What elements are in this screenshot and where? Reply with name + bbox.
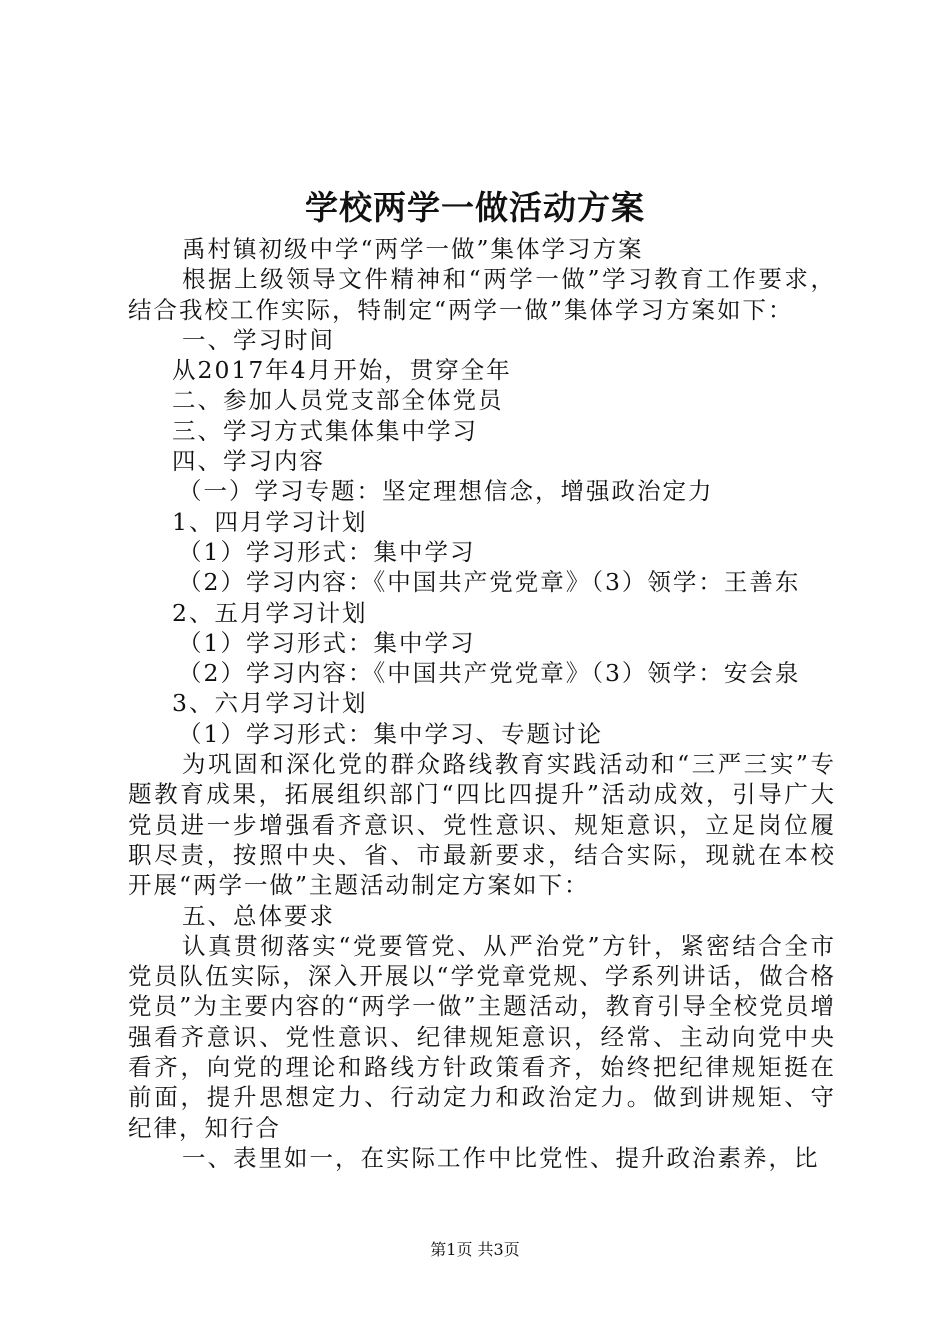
paragraph: 禹村镇初级中学“两学一做”集体学习方案 bbox=[182, 235, 644, 263]
paragraph: 1、四月学习计划 bbox=[172, 507, 368, 536]
document-title: 学校两学一做活动方案 bbox=[305, 188, 645, 227]
paragraph: 根据上级领导文件精神和“两学一做”学习教育工作要求，结合我校工作实际，特制定“两学一做”集体学习方案如下： bbox=[128, 265, 836, 324]
document-body bbox=[128, 234, 836, 1173]
paragraph: 认真贯彻落实“党要管党、从严治党”方针，紧密结合全市党员队伍实际，深入开展以“学党章党规、学系列讲话，做合格党员”为主要内容的“两学一做”主题活动，教育引导全校党员增强看齐意识、党性意识、纪律规矩意识，经常、主动向党中央看齐，向党的理论和路线方针政策看齐，始终把纪律规矩挺在前面，提升思想定力、行动定力和政治定力。做到讲规矩、守纪律，知行合 bbox=[128, 931, 836, 1142]
paragraph: 从2017年4月开始，贯穿全年 bbox=[172, 356, 512, 385]
paragraph: （2）学习内容：《中国共产党党章》（3）领学：王善东 bbox=[178, 568, 801, 597]
paragraph: 3、六月学习计划 bbox=[172, 689, 368, 718]
paragraph: 二、参加人员党支部全体党员 bbox=[172, 386, 504, 415]
paragraph: （1）学习形式：集中学习、专题讨论 bbox=[178, 719, 603, 748]
paragraph: （1）学习形式：集中学习 bbox=[178, 628, 476, 657]
paragraph: 一、表里如一，在实际工作中比党性、提升政治素养，比 bbox=[182, 1143, 820, 1172]
paragraph: 三、学习方式集体集中学习 bbox=[172, 416, 478, 445]
paragraph: 一、学习时间 bbox=[182, 325, 335, 354]
paragraph: （2）学习内容：《中国共产党党章》（3）领学：安会泉 bbox=[178, 659, 801, 688]
paragraph: 为巩固和深化党的群众路线教育实践活动和“三严三实”专题教育成果，拓展组织部门“四比四提升”活动成效，引导广大党员进一步增强看齐意识、党性意识、规矩意识，立足岗位履职尽责，按照中央、省、市最新要求，结合实际，现就在本校开展“两学一做”主题活动制定方案如下： bbox=[128, 750, 836, 900]
paragraph: 五、总体要求 bbox=[182, 901, 335, 930]
page-footer: 第1页 共3页 bbox=[430, 1240, 520, 1259]
paragraph: 四、学习内容 bbox=[172, 447, 325, 476]
paragraph: （一）学习专题：坚定理想信念，增强政治定力 bbox=[178, 477, 714, 506]
paragraph: （1）学习形式：集中学习 bbox=[178, 537, 476, 566]
paragraph: 2、五月学习计划 bbox=[172, 598, 368, 627]
